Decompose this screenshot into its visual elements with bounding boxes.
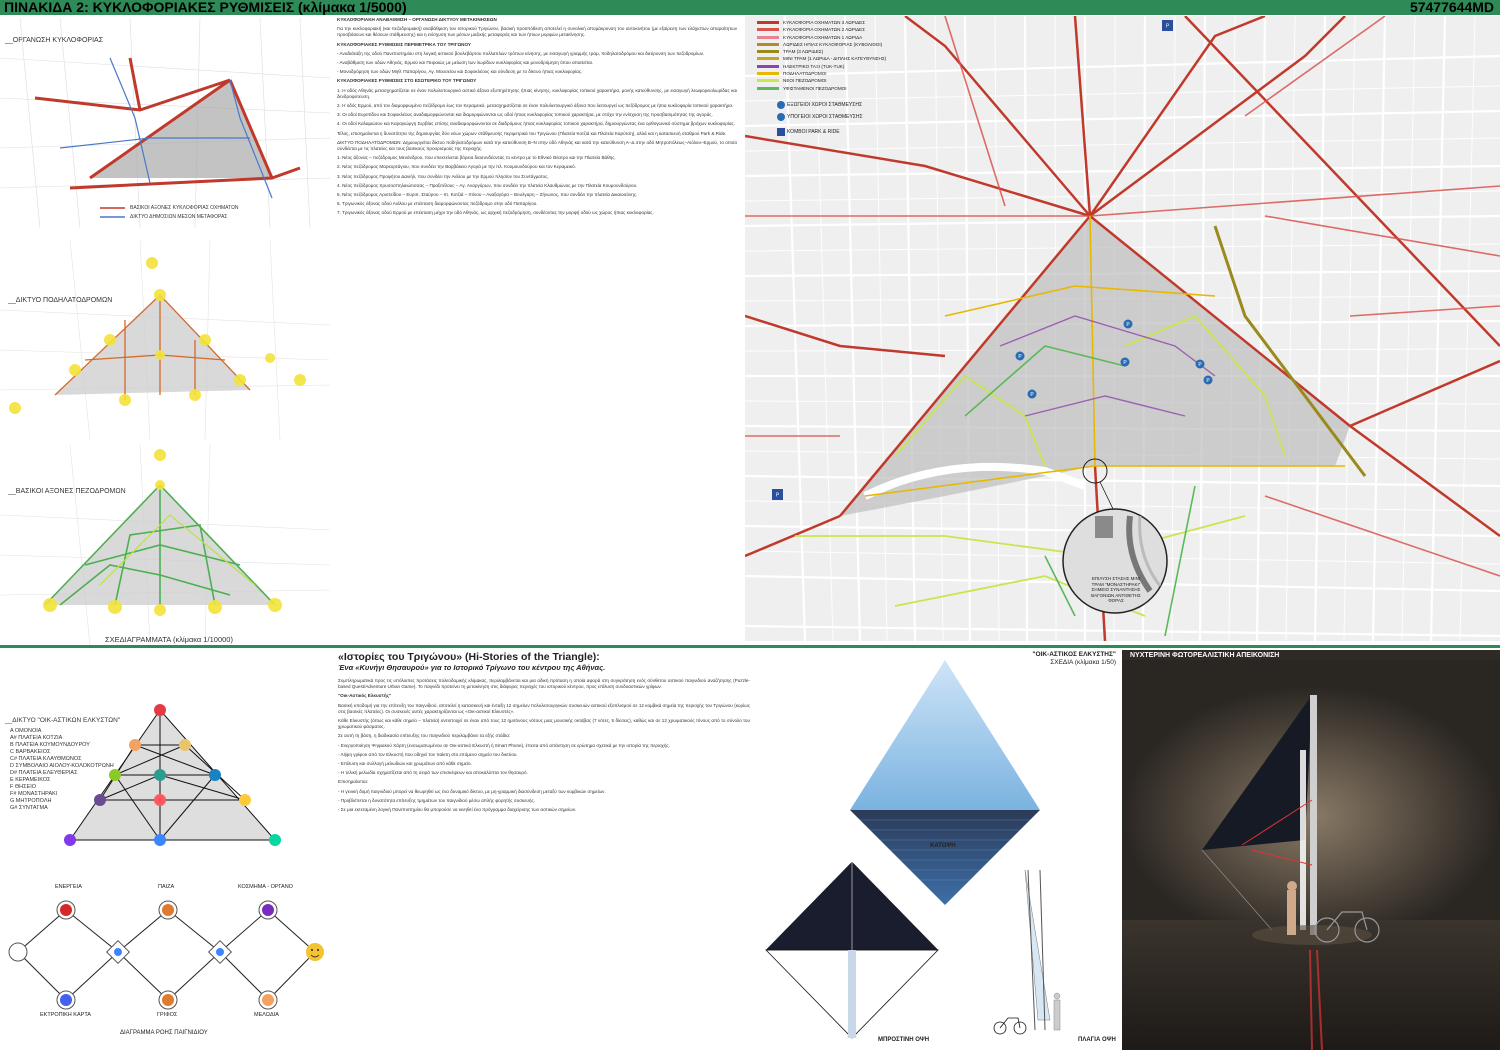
side-view-label: ΠΛΑΓΙΑ ΟΨΗ bbox=[1078, 1037, 1116, 1043]
legend-label: ΥΦΙΣΤΑΜΕΝΟΙ ΠΕΖΟΔΡΟΜΟΙ bbox=[783, 85, 847, 91]
parking-symbol: P bbox=[1123, 360, 1127, 366]
network-list-item: C# ΠΛΑΤΕΙΑ ΚΛΑΥΘΜΩΝΟΣ bbox=[10, 756, 82, 762]
text-paragraph: 3. Οι οδοί Ευριπίδου και Σοφοκλέους αναδιαμορφώνονται και διαμορφώνονται ως οδοί ήπιας κυκλοφορίας τοπικού χαρακτήρα, με στόχο την ενίσχυση της προσβασιμότητας της αγοράς. bbox=[337, 112, 713, 118]
text-paragraph: - Σε μια εκτεταμένη λογική Πανεπιστημίου θα μπορούσε να κινηθεί ένα πρόγραμμα διαχείρισης των αστικών σημείων. bbox=[338, 807, 577, 813]
parking-outdoor-icon bbox=[777, 101, 785, 109]
legend-row bbox=[757, 26, 907, 33]
text-paragraph: - Επίλυση και συλλογή μελωδιών και χρωμάτων από κάθε σημείο. bbox=[338, 761, 472, 767]
network-list-item: C ΒΑΡΒΑΚΕΙΟΣ bbox=[10, 749, 51, 755]
flow-label-energy: ΕΝΕΡΓΕΙΑ bbox=[55, 884, 82, 890]
traffic-diagram-svg bbox=[0, 18, 330, 228]
legend-row bbox=[757, 41, 907, 48]
legend-label: ΚΥΚΛΟΦΟΡΙΑ ΟΧΗΜΑΤΩΝ 1 ΛΩΡΙΔΑ bbox=[783, 34, 863, 40]
parking-symbol: P bbox=[1030, 392, 1034, 398]
network-list-item: Α# ΠΛΑΤΕΙΑ ΚΟΤΖΙΑ bbox=[10, 735, 63, 741]
parking-symbol: P bbox=[1206, 378, 1210, 384]
diagram-pedestrian bbox=[0, 445, 330, 645]
text-paragraph: ΔΙΚΤΥΟ ΠΟΔΗΛΑΤΟΔΡΟΜΩΝ: Δημιουργείται δίκτυο ποδηλατοδρόμων κατά την κατεύθυνση Β–Ν στην οδό Αθηνάς και κατά την κατεύθυνση Α–Δ στην οδό Μητροπόλεως–Αιόλου–Ερμού, το οποίο συνδέεται με τις πλατείες και τους βασικούς προορισμούς της περιοχής. bbox=[337, 139, 737, 152]
parking-symbol: P bbox=[1018, 354, 1022, 360]
legend-label: ΗΛΕΚΤΡΙΚΟ ΤΑΞΙ (TUK-TUK) bbox=[783, 63, 845, 69]
text-paragraph: Βασική υποδομή για την επίτευξη του παιγνιδιού, αποτελεί η κατασκευή και ένταξη 12 σημείων πολυλειτουργικών συσκευών αστικού εξοπλισμού σε 12 κομβικά σημεία της περιοχής του Τριγώνου (κυρίως στις βασικές πλατείες). Οι συσκευές αυτές χαρακτηρίζονται ως «Οικ-αστικοί Ελκυστές». bbox=[338, 702, 750, 714]
legend-label: ΚΥΚΛΟΦΟΡΙΑ ΟΧΗΜΑΤΩΝ 2 ΛΩΡΙΔΕΣ bbox=[783, 27, 866, 33]
photo-caption: ΝΥΧΤΕΡΙΝΗ ΦΩΤΟΡΕΑΛΙΣΤΙΚΗ ΑΠΕΙΚΟΝΙΣΗ bbox=[1130, 652, 1280, 659]
text-paragraph: ΚΥΚΛΟΦΟΡΙΑΚΕΣ ΡΥΘΜΙΣΕΙΣ ΠΕΡΙΜΕΤΡΙΚΑ ΤΟΥ ΤΡΙΓΩΝΟΥ bbox=[337, 41, 471, 47]
front-view-label: ΜΠΡΟΣΤΙΝΗ ΟΨΗ bbox=[878, 1037, 930, 1043]
flow-label-puzzle: ΓΡΙΦΟΣ bbox=[157, 1012, 178, 1018]
legend-label: ΠΟΔΗΛΑΤΟΔΡΟΜΟΙ bbox=[783, 71, 827, 77]
network-list-item: Α ΟΜΟΝΟΙΑ bbox=[10, 728, 42, 734]
section2-subtitle: Ένα «Κυνήγι Θησαυρού» για το Ιστορικό Τρίγωνο του κέντρου της Αθήνας. bbox=[338, 663, 606, 672]
parking-outdoor-label: ΕΞΩΓΕΙΟΙ ΧΩΡΟΙ ΣΤΑΘΜΕΥΣΗΣ bbox=[787, 102, 863, 108]
park-ride-symbol: P bbox=[775, 492, 780, 499]
legend-label: ΚΥΚΛΟΦΟΡΙΑ ΟΧΗΜΑΤΩΝ 3 ΛΩΡΙΔΕΣ bbox=[783, 20, 866, 25]
text-paragraph: ΚΥΚΛΟΦΟΡΙΑΚΕΣ ΡΥΘΜΙΣΕΙΣ ΣΤΟ ΕΣΩΤΕΡΙΚΟ ΤΟΥ ΤΡΙΓΩΝΟΥ bbox=[337, 78, 477, 84]
text-paragraph: - Μονοδρόμηση των οδών Μηθ. Παπαρίγου, Αγ. Μουσείου και Σοφοκλέους και σύνδεση με το δίκτυο ήπιας κυκλοφορίας. bbox=[337, 69, 583, 75]
legend-row bbox=[757, 77, 907, 84]
traffic-legend-vehicles: ΒΑΣΙΚΟΙ ΑΞΟΝΕΣ ΚΥΚΛΟΦΟΡΙΑΣ ΟΧΗΜΑΤΩΝ bbox=[130, 205, 239, 211]
network-list-item: D# ΠΛΑΤΕΙΑ ΕΛΕΥΘΕΡΙΑΣ bbox=[10, 770, 78, 776]
text-paragraph: - Προβλέπεται η δυνατότητα επίτευξης τμημάτων του παιγνιδιού μέσω απλής φορητής συσκευής. bbox=[338, 797, 535, 803]
legend-label: ΛΩΡΙΔΕΣ ΗΠΙΑΣ ΚΥΚΛΟΦΟΡΙΑΣ (ΚΥΒΟΛΙΘΟΙ) bbox=[783, 41, 883, 47]
legend-label: ΤΡΑΜ (3 ΛΩΡΙΔΕΣ) bbox=[783, 49, 824, 55]
drawings-svg bbox=[760, 650, 1120, 1048]
sheet-code: 57477644MD bbox=[1409, 0, 1494, 15]
network-list-item: D ΣΥΜΒΟΛΑΙΟ ΑΙΟΛΟΥ-ΚΟΛΟΚΟΤΡΩΝΗ bbox=[10, 763, 114, 769]
network-list-item: F# ΜΟΝΑΣΤΗΡΑΚΙ bbox=[10, 791, 58, 797]
traffic-legend-transit: ΔΙΚΤΥΟ ΔΗΜΟΣΙΩΝ ΜΕΣΩΝ ΜΕΤΑΦΟΡΑΣ bbox=[130, 214, 228, 220]
text-paragraph: - Ενεργοποίηση Ψηφιακού Χάρτη (ενσωματωμένου σε Οικ-αστικό Ελκυστή ή Smart Phone), έπειτα από απάντηση σε ερώτημα σχετικά με την ιστορία της περιοχής. bbox=[338, 742, 670, 748]
bike-diagram-svg bbox=[0, 240, 330, 440]
flow-diagram-svg bbox=[0, 890, 330, 1050]
drawings-subtitle: ΣΧΕΔΙΑ (κλίμακα 1/50) bbox=[1050, 659, 1116, 666]
text-paragraph: 2. Νέος πεζόδρομος Μαρκορτάγιου, που συνδέει την Βαρβάκειο Αγορά με την πλ. Κουμουνδούρου και τον Κεραμεικό. bbox=[337, 164, 576, 170]
parking-symbol: P bbox=[1126, 322, 1130, 328]
text-paragraph: 4. Οι οδοί Καλαμιώτου και Καραγιώργη Σερβίας επίσης αναδιαμορφώνονται σε διαδρόμους ήπιας κυκλοφορίας τοπικού χαρακτήρα, δημιουργώντας ένα ορθογωνικό σύστημα βρόχων κυκλοφορίας. bbox=[337, 121, 735, 127]
diagram-bike-label: __ΔΙΚΤΥΟ ΠΟΔΗΛΑΤΟΔΡΟΜΩΝ bbox=[8, 297, 113, 304]
title-bar bbox=[0, 0, 1500, 15]
text-column bbox=[337, 17, 737, 642]
smiley-icon bbox=[306, 943, 324, 961]
flow-label-melody: ΜΕΛΩΔΙΑ bbox=[254, 1012, 279, 1018]
text-heading: ΚΥΚΛΟΦΟΡΙΑΚΗ ΑΝΑΒΑΘΜΙΣΗ – ΟΡΓΑΝΩΣΗ ΔΙΚΤΥΟΥ ΜΕΤΑΚΙΝΗΣΕΩΝ bbox=[337, 17, 497, 22]
text-paragraph: - Η τελική μελωδία σχηματίζεται από τη σειρά των επισκέψεων και αποκαλύπτει τον θησαυρό. bbox=[338, 770, 528, 776]
text-paragraph: - Λήψη γρίφου από τον Ελκυστή που οδηγεί τον παίκτη στο επόμενο σημείο του δικτύου. bbox=[338, 751, 518, 757]
text-paragraph: 3. Νέος πεζόδρομος Προφήτου Δανιήλ, που συνδέει την Αιόλου με την Ερμού πλησίον του Συντάγματος. bbox=[337, 173, 549, 179]
parking-symbol: P bbox=[1198, 362, 1202, 368]
legend-row bbox=[757, 48, 907, 55]
person-silhouette bbox=[1287, 890, 1296, 935]
text-paragraph: 1. Νέος άξονας – πεζόδρομος Μενάνδρου, που επεκτείνεται βόρεια διασυνδέοντας το κέντρο με το Εθνικό Θέατρο και την Πλατεία Βάθης. bbox=[337, 155, 616, 161]
text-paragraph: 5. Νέος πεζόδρομος Αριστείδου – Ευριπ. Σταύρου – Ιπ. Κοτζιά – Ιπίνου – Αναξαγόρα – Βουλγαρη – Ζήνωνος, που συνδέει την πλατεία Δικαιοσύνης. bbox=[337, 192, 638, 198]
network-panel bbox=[0, 650, 330, 1050]
map-legend bbox=[757, 19, 907, 92]
network-label: __ΔΙΚΤΥΟ "ΟΙΚ-ΑΣΤΙΚΩΝ ΕΛΚΥΣΤΩΝ" bbox=[5, 717, 121, 724]
text-paragraph: 1. Η οδός Αθηνάς μετασχηματίζεται σε έναν πολυλειτουργικό αστικό άξονα εξυπηρέτησης ήπιας κίνησης, κυκλοφορίας τοπικού χαρακτήρα, μονής κατεύθυνσης, με εισαγωγή λεωφορειολωρίδας και δενδροφύτευση. bbox=[337, 87, 737, 99]
parking-underground-label: ΥΠΟΓΕΙΟΙ ΧΩΡΟΙ ΣΤΑΘΜΕΥΣΗΣ bbox=[787, 114, 863, 120]
network-list-item: F ΘΗΣΕΙΟ bbox=[10, 784, 37, 790]
text-paragraph: 6. Τριγωνικός άξονας οδού Αιόλου με επέκταση διαμορφώνοντας πεζόδρομο στην οδό Παπαρίγου. bbox=[337, 201, 538, 207]
flow-label-card: ΕΚΤΡΟΠΙΚΗ ΚΑΡΤΑ bbox=[40, 1012, 91, 1018]
network-list-item: G# ΣΥΝΤΑΓΜΑ bbox=[10, 805, 48, 811]
text-paragraph: Συμπληρωματικά προς τις υπόλοιπες προτάσεις πολεοδομικής κλίμακας, περιλαμβάνεται και μια αδική πρόταση η οποία αφορά στη συγκρότηση ενός σύνθετου αστικού παιγνιδιού αναζήτησης (Puzzle-based Quest/Adventure Urban Game). Το παιγνίδι προτείνει τη μετακίνηση στις διάφορες περιοχές του ιστορικού κέντρου, προς επίλυση συνδυαστικών γρίφων. bbox=[338, 678, 750, 690]
night-render bbox=[1122, 650, 1500, 1050]
person-figure bbox=[1054, 1000, 1060, 1030]
text-paragraph: Τέλος, επισημαίνεται η δυνατότητα της δημιουργίας δύο νέων χώρων στάθμευσης περιμετρικά του Τριγώνου (Πλατεία Κοτζιά και Πλατεία Καρύτση), αλλά και η κατασκευή σταθμού Park & Ride. bbox=[337, 130, 727, 136]
diagram-traffic bbox=[0, 18, 330, 228]
network-list-item: Β ΠΛΑΤΕΙΑ ΚΟΥΜΟΥΝΔΟΥΡΟΥ bbox=[10, 742, 90, 748]
text-paragraph: - Η γενική δομή παιγνιδιού μπορεί να θεωρηθεί ως ένα δυναμικό δίκτυο, με μη-γραμμική διασύνδεση μεταξύ των κομβικών σημείων. bbox=[338, 788, 606, 794]
network-list-item: G ΜΗΤΡΟΠΟΛΗ bbox=[10, 798, 52, 804]
park-ride-label: ΚΟΜΒΟΙ PARK & RIDE bbox=[787, 129, 840, 135]
attractor-pole bbox=[1310, 695, 1317, 935]
pedestrian-diagram-svg bbox=[0, 445, 330, 645]
flow-label-kosmima: ΚΟΣΜΗΜΑ - ΟΡΓΑΝΟ bbox=[238, 884, 293, 890]
text-paragraph: - Αναδιάταξη της οδού Πανεπιστημίου στη λογική αστικού βουλεβάρτου πολλαπλών τρόπων κίνησης, με εισαγωγή γραμμής τραμ, ποδηλατοδρόμου και διεύρυνση των πεζοδρομίων. bbox=[337, 50, 705, 56]
diagram-pedestrian-label: __ΒΑΣΙΚΟΙ ΑΞΟΝΕΣ ΠΕΖΟΔΡΟΜΩΝ bbox=[8, 488, 126, 495]
section2-title: «Ιστορίες του Τριγώνου» (Hi-Stories of the Triangle): bbox=[338, 651, 600, 663]
text-paragraph: - Αναβάθμιση των οδών Αθηνάς, Ερμού και Πειραιώς με μείωση των λωρίδων κυκλοφορίας και μονοδρόμηση όπου απαιτείται. bbox=[337, 60, 594, 66]
legend-row bbox=[757, 63, 907, 70]
parking-underground-icon bbox=[777, 113, 785, 121]
legend-row bbox=[757, 55, 907, 62]
text-paragraph: 7. Τριγωνικός άξονας οδού Ερμού με επέκταση μέχρι την οδό Αθηνάς, ως αρχική πεζοδρόμηση, συνδέοντας την μορφή οδού ως χώρος ήπιας κυκλοφορίας. bbox=[337, 210, 654, 216]
text-paragraph: Σε αυτή τη βάση, η διαδικασία επίτευξης του παιγνιδιού περιλαμβάνει τα εξής στάδια: bbox=[338, 733, 511, 739]
legend-row bbox=[757, 70, 907, 77]
plan-label: ΚΑΤΟΨΗ bbox=[930, 843, 956, 849]
text-paragraph: 2. Η οδός Ερμού, από τον διαμορφωμένο πεζόδρομο έως τον Κεραμεικό, μετασχηματίζεται σε έναν πολυλειτουργικό άξονα που λειτουργεί ως πεζόδρομος με ήπια κυκλοφορία τοπικού χαρακτήρα. bbox=[337, 103, 734, 109]
diagram-bike bbox=[0, 240, 330, 440]
text-paragraph: 4. Νέος πεζόδρομος Χρυσοσπηλαιώτισσας – Πραξιτέλους – Αγ. Αναργύρων, που συνδέει την πλατεία Κλαυθμώνος με την Πλατεία Κουμουνδούρου. bbox=[337, 182, 638, 188]
render-svg bbox=[1122, 650, 1500, 1050]
section-divider bbox=[0, 645, 1500, 648]
traffic-map bbox=[745, 16, 1500, 641]
plan-top-shape bbox=[850, 660, 1040, 810]
legend-row bbox=[757, 19, 907, 26]
map-callout-text: ΕΠΙΛΥΣΗ ΣΤΑΣΗΣ ΜΙΝΙ ΤΡΑΜ "ΜΟΝΑΣΤΗΡΑΚΙ" ΣΗΜΕΙΟ ΣΥΝΑΝΤΗΣΗΣ ΒΑΓΟΝΙΩΝ ΑΝΤΙΘΕΤΗΣ ΦΟΡΑΣ bbox=[1091, 576, 1141, 603]
text-paragraph: Για την κυκλοφοριακή (και πεζοδρομιακή) αναβάθμιση του Ιστορικού Τριγώνου, βασική προϋπόθεση αποτελεί η συνολική απομάκρυνση του αυτοκινήτου (με εξαίρεση των ελάχιστων απαραίτητων προσβάσεων και θέσεων στάθμευσης) και η ενίσχυση των μέσων μαζικής μεταφοράς και των ήπιων μορφών μετακίνησης. bbox=[337, 26, 737, 38]
diagram-traffic-label: __ΟΡΓΑΝΩΣΗ ΚΥΚΛΟΦΟΡΙΑΣ bbox=[5, 37, 104, 44]
park-ride-icon bbox=[777, 128, 785, 136]
map-svg bbox=[745, 16, 1500, 641]
text-paragraph: Κάθε Ελκυστής (όπως και κάθε σημείο – πλατεία) αντιστοιχεί σε έναν από τους 12 ημιτόνους νότους μιας μουσικής οκτάβας (7 νότες, 5 δίεσεις), καθώς και σε 12 χρωματικούς τόνους από το σύνολο του χρωματικού φάσματος. bbox=[338, 718, 750, 730]
text-paragraph: "Οικ-Αστικός Ελκυστής" bbox=[338, 693, 392, 699]
network-diagram-svg bbox=[0, 650, 330, 870]
legend-label: ΜΙΝΙ ΤΡΑΜ (1 ΛΩΡΙΔΑ - ΔΙΠΛΗΣ ΚΑΤΕΥΘΥΝΣΗΣ) bbox=[783, 56, 887, 62]
legend-label: ΝΕΟΙ ΠΕΖΟΔΡΟΜΟΙ bbox=[783, 78, 827, 84]
network-list-item: Ε ΚΕΡΑΜΕΙΚΟΣ bbox=[10, 777, 51, 783]
drawings-title: "ΟΙΚ-ΑΣΤΙΚΟΣ ΕΛΚΥΣΤΗΣ" bbox=[1032, 651, 1116, 658]
drawings-panel bbox=[760, 650, 1120, 1048]
legend-row bbox=[757, 85, 907, 92]
page-title: ΠΙΝΑΚΙΔΑ 2: ΚΥΚΛΟΦΟΡΙΑΚΕΣ ΡΥΘΜΙΣΕΙΣ (κλίμακα 1/5000) bbox=[4, 0, 407, 15]
park-ride-symbol: P bbox=[1165, 23, 1170, 30]
diagrams-scale-caption: ΣΧΕΔΙΑΓΡΑΜΜΑΤΑ (κλίμακα 1/10000) bbox=[105, 635, 233, 644]
section2-text bbox=[338, 678, 750, 1046]
flow-label-play: ΠΑΙΖΑ bbox=[158, 884, 175, 890]
legend-row bbox=[757, 34, 907, 41]
flow-caption: ΔΙΑΓΡΑΜΜΑ ΡΟΗΣ ΠΑΙΓΝΙΔΙΟΥ bbox=[120, 1030, 208, 1036]
text-paragraph: Επισημαίνεται: bbox=[338, 779, 369, 785]
